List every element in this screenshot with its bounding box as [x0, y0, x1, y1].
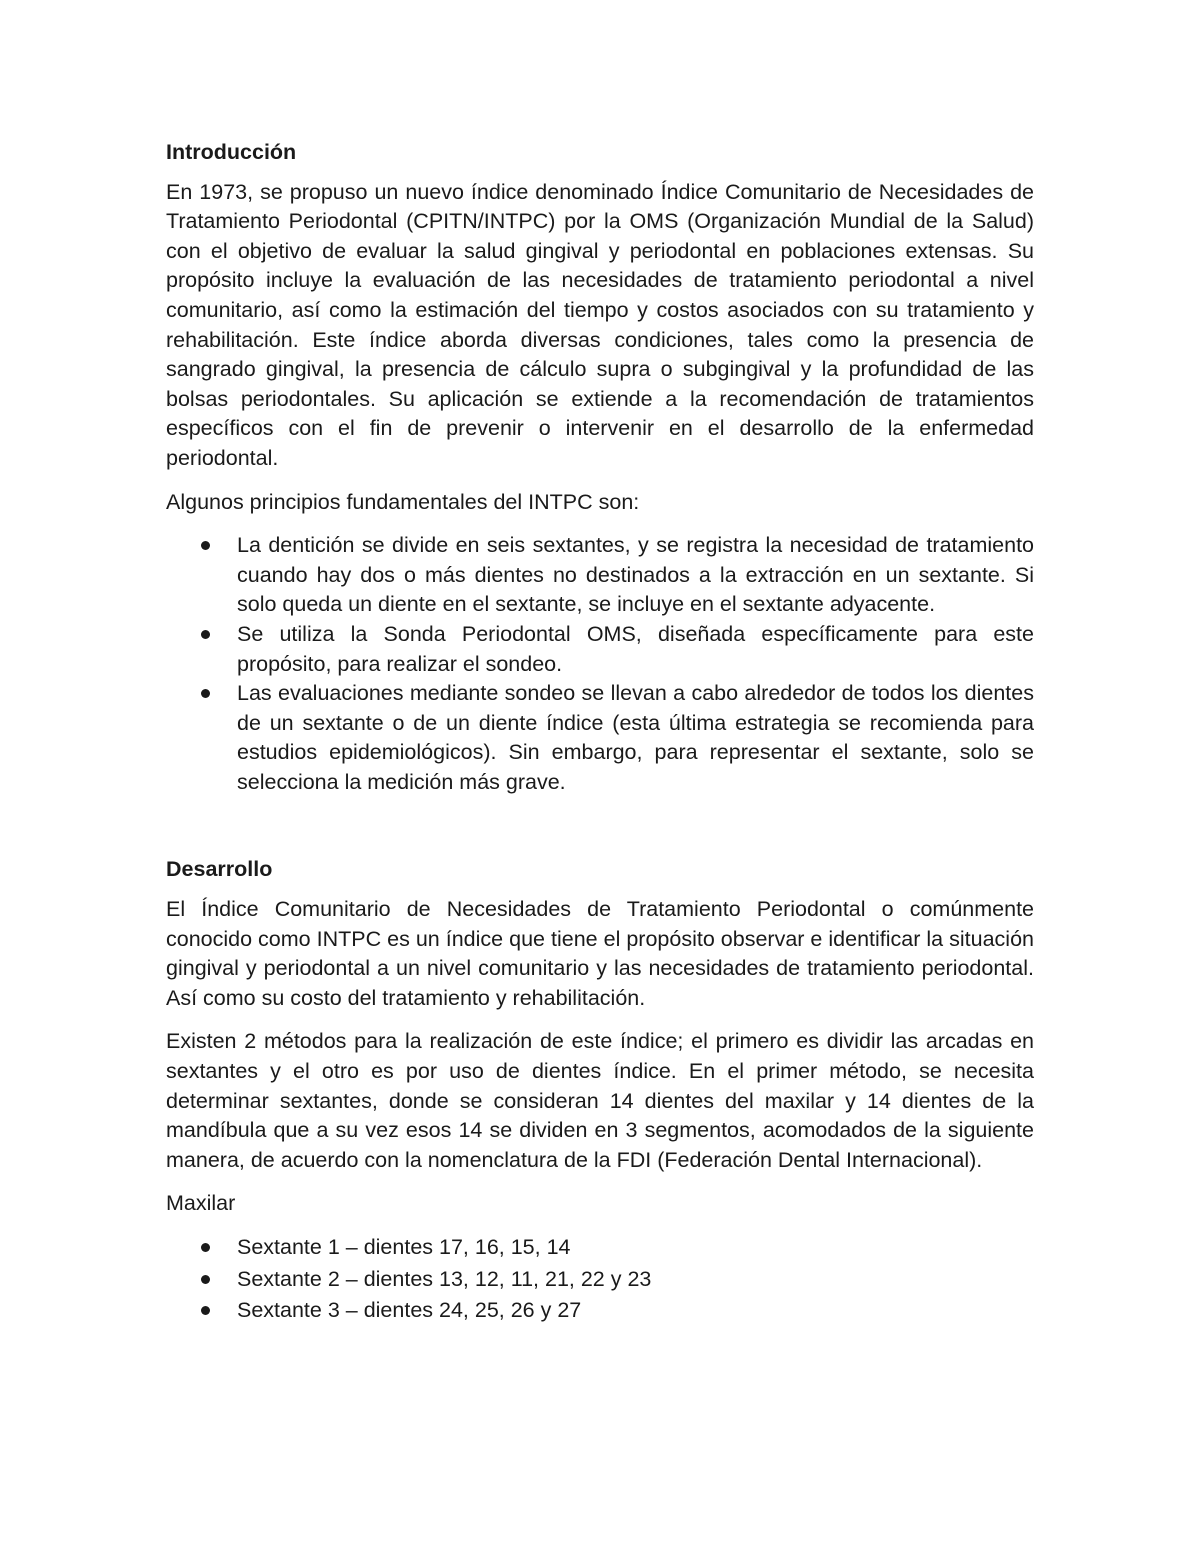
development-heading: Desarrollo	[166, 857, 273, 882]
principles-list	[166, 531, 1034, 797]
development-paragraph-2: Existen 2 métodos para la realización de este índice; el primero es dividir las arcadas en sextantes y el otro es por uso de dientes índice. En el primer método, se necesita determinar sextantes, donde se consideran 14 dientes del maxilar y 14 dientes de la mandíbula que a su vez esos 14 se dividen en 3 segmentos, acomodados de la siguiente manera, de acuerdo con la nomenclatura de la FDI (Federación Dental Internacional).	[166, 1029, 1034, 1172]
bullet-icon	[201, 630, 210, 639]
bullet-icon	[201, 541, 210, 550]
list-item-text: La dentición se divide en seis sextantes, y se registra la necesidad de tratamiento cuando hay dos o más dientes no destinados a la extracción en un sextante. Si solo queda un diente en el sextante, se incluye en el sextante adyacente.	[237, 533, 1034, 617]
bullet-icon	[201, 689, 210, 698]
maxilar-list	[166, 1233, 1034, 1326]
maxilar-label: Maxilar	[166, 1191, 236, 1216]
list-item	[166, 620, 1034, 679]
bullet-icon	[201, 1243, 210, 1252]
bullet-icon	[201, 1275, 210, 1284]
intro-paragraph-1: En 1973, se propuso un nuevo índice denominado Índice Comunitario de Necesidades de Tratamiento Periodontal (CPITN/INTPC) por la OMS (Organización Mundial de la Salud) con el objetivo de evaluar la salud gingival y periodontal en poblaciones extensas. Su propósito incluye la evaluación de las necesidades de tratamiento periodontal a nivel comunitario, así como la estimación del tiempo y costos asociados con su tratamiento y rehabilitación. Este índice aborda diversas condiciones, tales como la presencia de sangrado gingival, la presencia de cálculo supra o subgingival y la profundidad de las bolsas periodontales. Su aplicación se extiende a la recomendación de tratamientos específicos con el fin de prevenir o intervenir en el desarrollo de la enfermedad periodontal.	[166, 179, 1034, 470]
section-spacer	[166, 811, 1034, 855]
list-item-text: Sextante 2 – dientes 13, 12, 11, 21, 22 y 23	[237, 1266, 652, 1291]
bullet-icon	[201, 1306, 210, 1315]
list-item-text: Se utiliza la Sonda Periodontal OMS, diseñada específicamente para este propósito, para realizar el sondeo.	[237, 621, 1034, 676]
list-item-text: Las evaluaciones mediante sondeo se llevan a cabo alrededor de todos los dientes de un sextante o de un diente índice (esta última estrategia se recomienda para estudios epidemiológicos). Sin embargo, para representar el sextante, solo se selecciona la medición más grave.	[237, 681, 1034, 794]
intro-paragraph-2: Algunos principios fundamentales del INTPC son:	[166, 489, 640, 514]
list-item-text: Sextante 1 – dientes 17, 16, 15, 14	[237, 1235, 571, 1259]
list-item	[166, 1296, 1034, 1326]
list-item	[166, 1233, 1034, 1263]
list-item	[166, 1265, 1034, 1295]
list-item	[166, 531, 1034, 620]
document-page	[166, 138, 1034, 1340]
list-item	[166, 679, 1034, 797]
list-item-text: Sextante 3 – dientes 24, 25, 26 y 27	[237, 1298, 582, 1323]
intro-heading: Introducción	[166, 140, 297, 164]
development-paragraph-1: El Índice Comunitario de Necesidades de Tratamiento Periodontal o comúnmente conocido como INTPC es un índice que tiene el propósito observar e identificar la situación gingival y periodontal a un nivel comunitario y las necesidades de tratamiento periodontal. Así como su costo del tratamiento y rehabilitación.	[166, 897, 1034, 1010]
